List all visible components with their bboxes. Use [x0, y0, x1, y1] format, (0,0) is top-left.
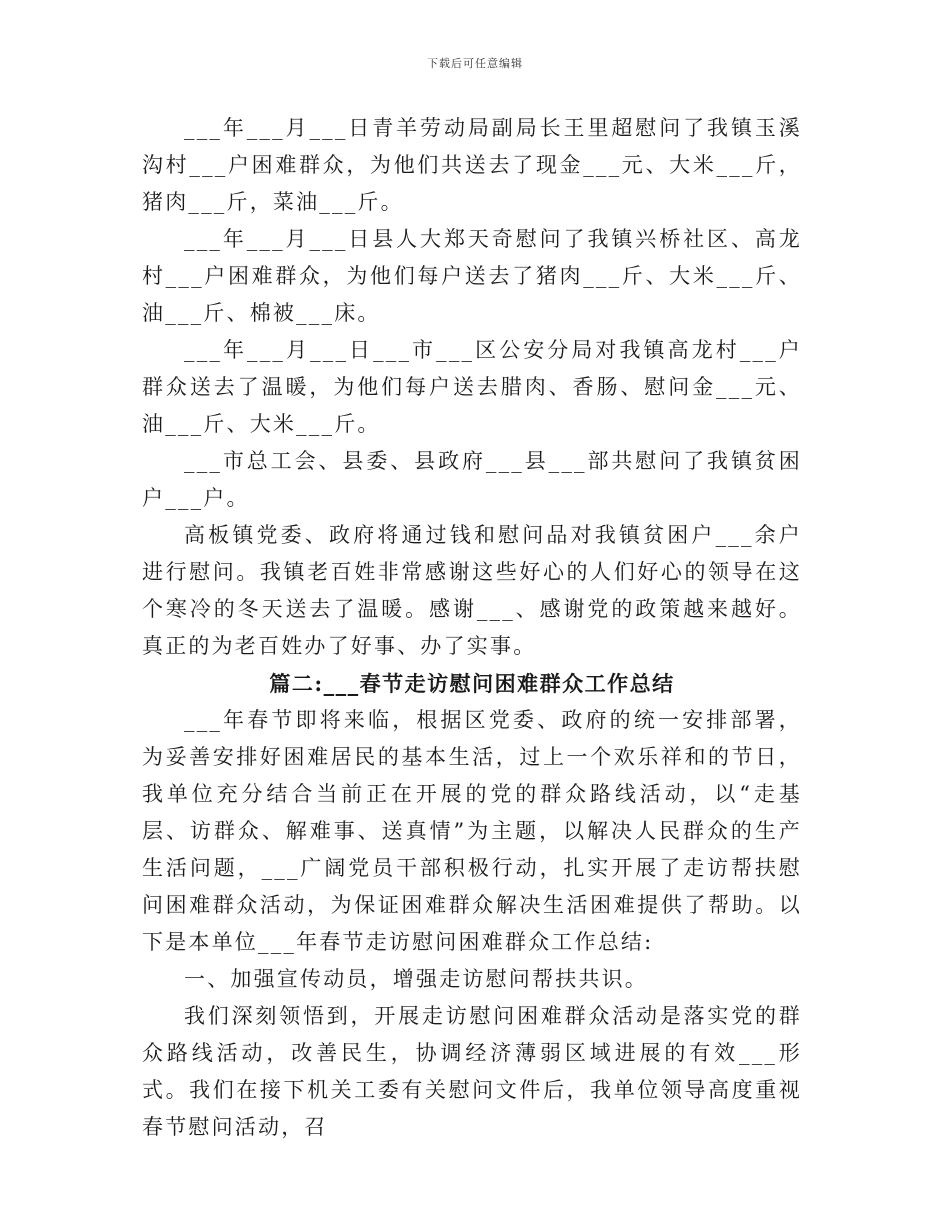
subheading-paragraph: 一、加强宣传动员，增强走访慰问帮扶共识。 [184, 967, 648, 991]
paragraph: ___年___月___日___市___区公安分局对我镇高龙村___户群众送去了温暖，为他们每户送去腊肉、香肠、慰问金___元、油___斤、大米___斤。 [142, 338, 802, 436]
document-body [142, 110, 802, 1146]
header-note: 下载后可任意编辑 [427, 57, 523, 70]
paragraph: ___年___月___日县人大郑天奇慰问了我镇兴桥社区、高龙村___户困难群众，为他们每户送去了猪肉___斤、大米___斤、油___斤、棉被___床。 [142, 227, 802, 325]
paragraph: 高板镇党委、政府将通过钱和慰问品对我镇贫困户___余户进行慰问。我镇老百姓非常感谢这些好心的人们好心的领导在这个寒冷的冬天送去了温暖。感谢___、感谢党的政策越来越好。真正的为老百姓办了好事、办了实事。 [142, 523, 802, 658]
paragraph: ___年春节即将来临，根据区党委、政府的统一安排部署，为妥善安排好困难居民的基本生活，过上一个欢乐祥和的节日，我单位充分结合当前正在开展的党的群众路线活动，以“走基层、访群众、解难事、送真情”为主题，以解决人民群众的生产生活问题，___广阔党员干部积极行动，扎实开展了走访帮扶慰问困难群众活动，为保证困难群众解决生活困难提供了帮助。以下是本单位___年春节走访慰问困难群众工作总结: [142, 708, 802, 954]
paragraph: ___市总工会、县委、县政府___县___部共慰问了我镇贫困户___户。 [142, 449, 802, 510]
section-heading: 篇二:___春节走访慰问困难群众工作总结 [269, 671, 675, 696]
paragraph: 我们深刻领悟到，开展走访慰问困难群众活动是落实党的群众路线活动，改善民生，协调经济薄弱区域进展的有效___形式。我们在接下机关工委有关慰问文件后，我单位领导高度重视春节慰问活动，召 [142, 1004, 802, 1139]
paragraph: ___年___月___日青羊劳动局副局长王里超慰问了我镇玉溪沟村___户困难群众，为他们共送去了现金___元、大米___斤，猪肉___斤，菜油___斤。 [142, 116, 802, 214]
